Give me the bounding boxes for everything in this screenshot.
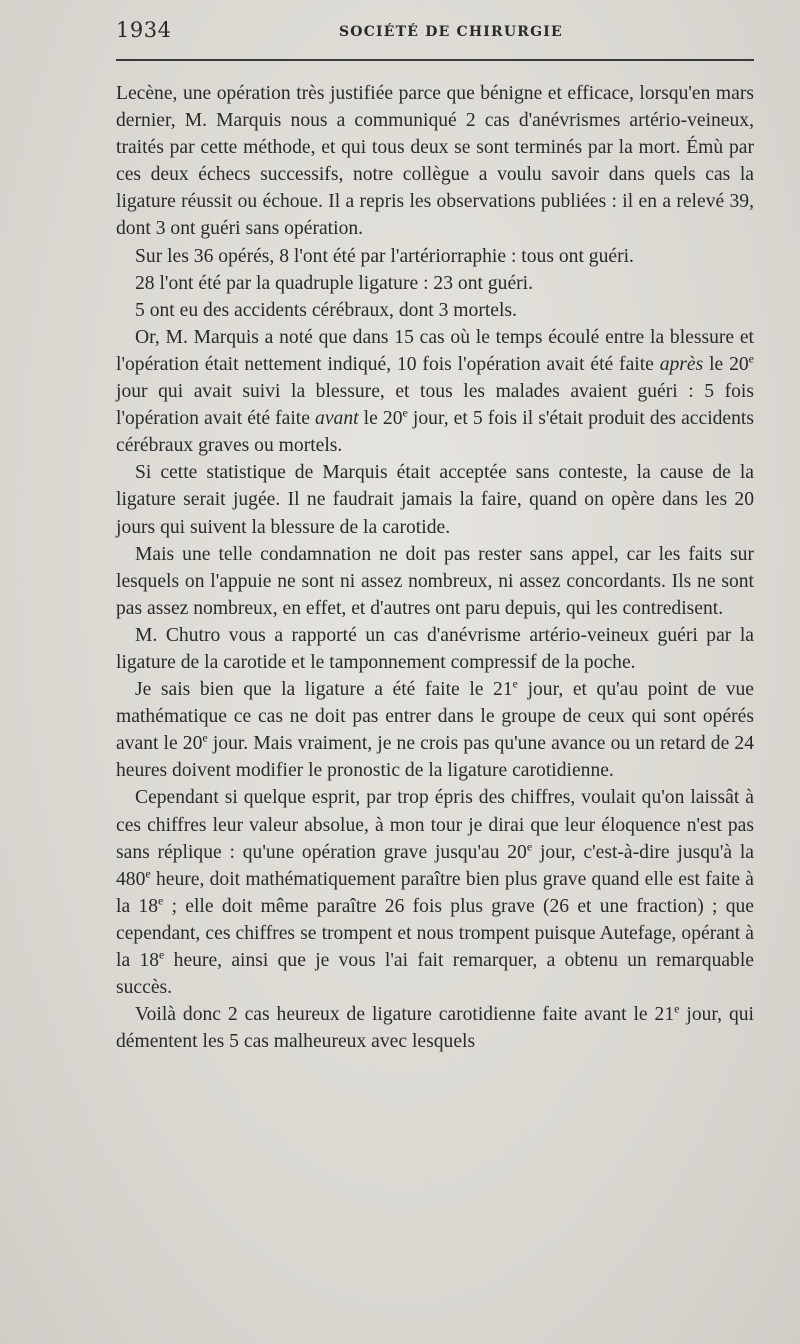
text-run: jour, et qu'au point de vue mathématique ce cas ne doit pas entrer dans le groupe de ceux qui sont opérés avant le 20 (116, 679, 754, 755)
paragraph (116, 243, 754, 270)
superscript: e (158, 893, 164, 908)
superscript: e (402, 405, 408, 420)
text-run: Lecène, une opération très justifiée parce que bénigne et efficace, lorsqu'en mars dernier, M. Marquis nous a communiqué 2 cas d'anévrismes artério-veineux, traités par cette méthode, et qui tous deux se sont terminés par la mort. Émù par ces deux échecs successifs, notre collègue a voulu savoir dans quels cas la ligature réussit ou échoue. Il a repris les observations publiées : il en a relevé 39, dont 3 ont guéri sans opération. (116, 83, 754, 240)
text-run: Voilà donc 2 cas heureux de ligature carotidienne faite avant le 21 (135, 1004, 675, 1026)
paragraph (116, 270, 754, 297)
running-head: SOCIÉTÉ DE CHIRURGIE (339, 24, 563, 40)
superscript: e (526, 839, 533, 854)
header-rule (116, 59, 754, 61)
paragraph (116, 80, 754, 243)
text-run: M. Chutro vous a rapporté un cas d'anévrisme artério-veineux guéri par la ligature de la carotide et le tamponnement compressif de la poche. (116, 624, 754, 673)
paragraph (116, 297, 754, 324)
superscript: e (748, 351, 754, 366)
text-run: heure, doit mathématiquement paraître bien plus grave quand elle est faite à la 18 (116, 868, 754, 917)
italic-text: avant (315, 408, 359, 430)
paragraph (116, 541, 754, 622)
paragraph (116, 622, 754, 676)
paragraph (116, 459, 754, 540)
text-run: Cependant si quelque esprit, par trop épris des chiffres, voulait qu'on laissât à ces chiffres leur valeur absolue, à mon tour je dirai que leur éloquence n'est pas sans réplique : qu'une opération grave jusqu'au 20 (116, 787, 754, 863)
superscript: e (159, 947, 165, 962)
text-run: Si cette statistique de Marquis était acceptée sans conteste, la cause de la ligature serait jugée. Il ne faudrait jamais la faire, quand on opère dans les 20 jours qui suivent la blessure de la carotide. (116, 462, 754, 538)
text-run: le 20 (703, 353, 749, 375)
superscript: e (512, 676, 518, 691)
paragraph (116, 784, 754, 1001)
text-run: jour qui avait suivi la blessure, et tous les malades avaient guéri : 5 fois l'opération avait été faite (116, 381, 754, 430)
italic-text: après (659, 353, 704, 375)
text-run: le 20 (358, 408, 403, 430)
text-run: Or, M. Marquis a noté que dans 15 cas où le temps écoulé entre la blessure et l'opération était nettement indiqué, 10 fois l'opération avait été faite (116, 326, 754, 375)
text-run: Sur les 36 opérés, 8 l'ont été par l'artériorraphie : tous ont guéri. (135, 245, 634, 267)
text-run: ; elle doit même paraître 26 fois plus grave (26 et une fraction) ; que cependant, ces chiffres se trompent et nous trompent puisque Autefage, opérant à la 18 (116, 895, 754, 971)
superscript: e (145, 866, 151, 881)
body-text (116, 80, 754, 1055)
superscript: e (674, 1001, 680, 1016)
page-number: 1934 (116, 18, 172, 42)
page-header (116, 18, 756, 48)
text-run: jour, c'est-à-dire jusqu'à la 480 (116, 841, 754, 890)
text-run: Je sais bien que la ligature a été faite le 21 (135, 679, 513, 701)
text-run: jour, et 5 fois il s'était produit des accidents cérébraux graves ou mortels. (116, 408, 754, 457)
text-run: 28 l'ont été par la quadruple ligature : 23 ont guéri. (135, 272, 534, 294)
text-run: heure, ainsi que je vous l'ai fait remarquer, a obtenu un remarquable succès. (116, 950, 754, 999)
paragraph (116, 324, 754, 459)
text-run: 5 ont eu des accidents cérébraux, dont 3 mortels. (135, 299, 517, 321)
paragraph (116, 1001, 754, 1055)
text-run: jour. Mais vraiment, je ne crois pas qu'une avance ou un retard de 24 heures doivent modifier le pronostic de la ligature carotidienne. (116, 733, 754, 782)
paragraph (116, 676, 754, 784)
text-run: Mais une telle condamnation ne doit pas rester sans appel, car les faits sur lesquels on l'appuie ne sont ni assez nombreux, ni assez concordants. Ils ne sont pas assez nombreux, en effet, et d'autres ont paru depuis, qui les contredisent. (116, 543, 754, 619)
text-run: jour, qui démentent les 5 cas malheureux avec lesquels (116, 1004, 754, 1053)
superscript: e (202, 730, 208, 745)
